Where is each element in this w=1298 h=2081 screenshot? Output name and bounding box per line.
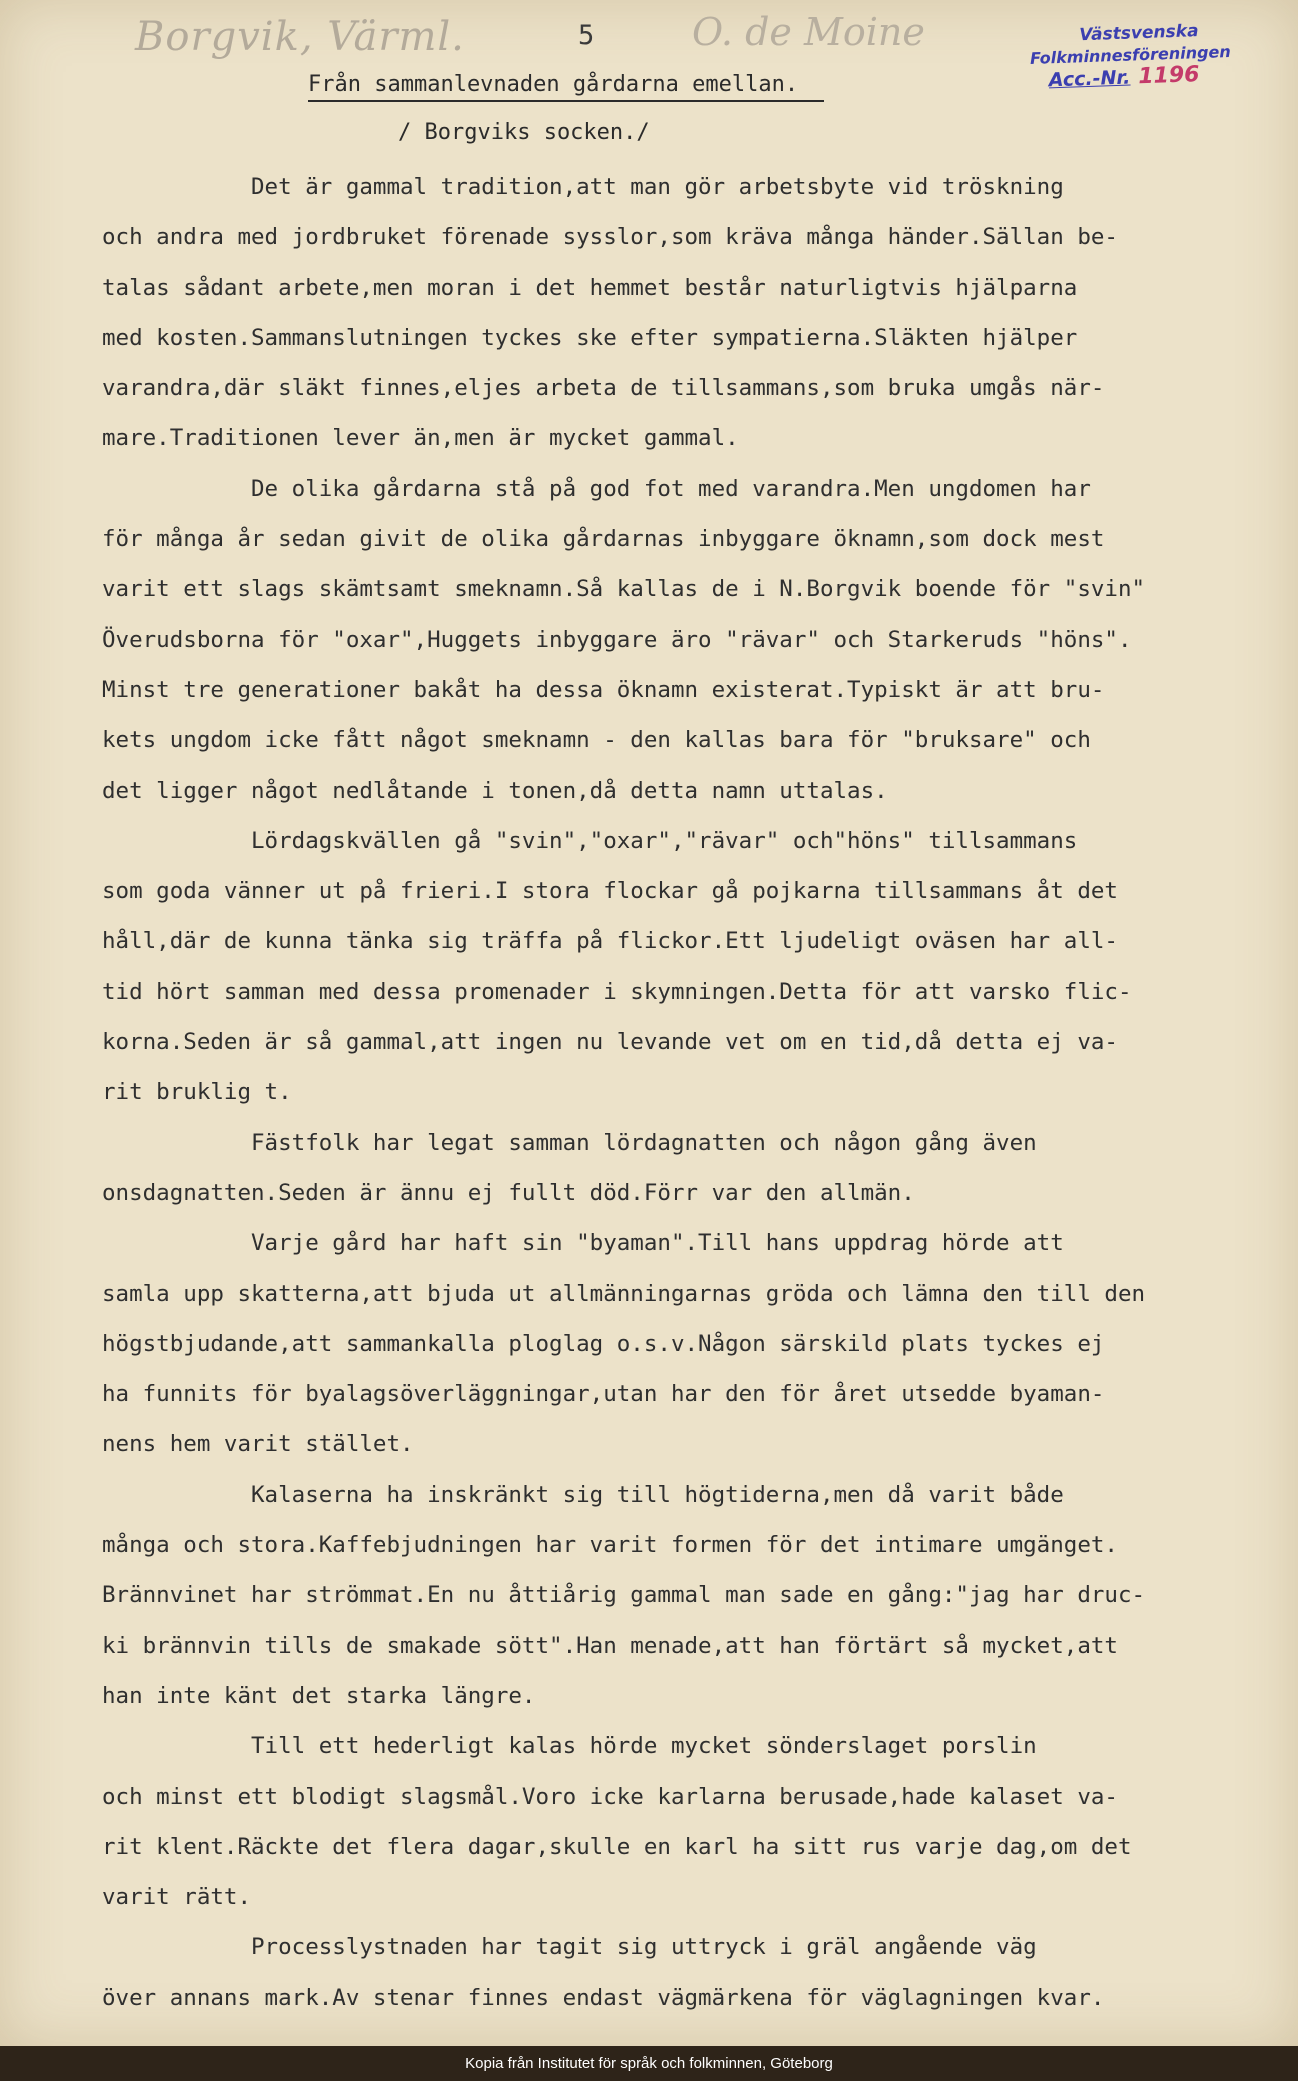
- text-line: det ligger något nedlåtande i tonen,då detta namn uttalas.: [102, 777, 888, 804]
- text-line: rit klent.Räckte det flera dagar,skulle en karl ha sitt rus varje dag,om det: [102, 1833, 1132, 1860]
- text-line: och andra med jordbruket förenade sysslor,som kräva många händer.Sällan be-: [102, 224, 1118, 251]
- text-line: som goda vänner ut på frieri.I stora flockar gå pojkarna tillsammans åt det: [102, 878, 1118, 905]
- text-line: varit ett slags skämtsamt smeknamn.Så kallas de i N.Borgvik boende för "svin": [102, 576, 1146, 603]
- text-line: över annans mark.Av stenar finnes endast vägmärkena för väglagningen kvar.: [102, 1984, 1105, 2011]
- text-line: Brännvinet har strömmat.En nu åttiårig gammal man sade en gång:"jag har druc-: [102, 1582, 1146, 1609]
- text-line: håll,där de kunna tänka sig träffa på flickor.Ett ljudeligt oväsen har all-: [102, 928, 1118, 955]
- stamp-line-2: Folkminnesföreningen: [1029, 42, 1232, 69]
- text-line: Kalaserna ha inskränkt sig till högtiderna,men då varit både: [102, 1481, 1064, 1508]
- text-line: talas sådant arbete,men moran i det hemmet består naturligtvis hjälparna: [102, 274, 1078, 301]
- text-line: varit rätt.: [102, 1884, 252, 1911]
- text-line: varandra,där släkt finnes,eljes arbeta de tillsammans,som bruka umgås när-: [102, 375, 1105, 402]
- text-line: med kosten.Sammanslutningen tyckes ske efter sympatierna.Släkten hjälper: [102, 324, 1078, 351]
- pencil-annotation-location: Borgvik, Värml.: [135, 14, 465, 60]
- text-line: ki brännvin tills de smakade sött".Han menade,att han förtärt så mycket,att: [102, 1632, 1118, 1659]
- text-line: Till ett hederligt kalas hörde mycket sönderslaget porslin: [102, 1733, 1037, 1760]
- page-number: 5: [578, 20, 595, 51]
- text-line: kets ungdom icke fått något smeknamn - den kallas bara för "bruksare" och: [102, 727, 1091, 754]
- document-title: Från sammanlevnaden gårdarna emellan.: [308, 72, 824, 102]
- text-line: för många år sedan givit de olika gårdarnas inbyggare öknamn,som dock mest: [102, 526, 1105, 553]
- text-line: samla upp skatterna,att bjuda ut allmänningarnas gröda och lämna den till den: [102, 1280, 1146, 1307]
- text-line: tid hört samman med dessa promenader i skymningen.Detta för att varsko flic-: [102, 978, 1132, 1005]
- footer-caption: Kopia från Institutet för språk och folkminnen, Göteborg: [0, 2046, 1298, 2081]
- text-line: Varje gård har haft sin "byaman".Till hans uppdrag hörde att: [102, 1230, 1064, 1257]
- text-line: Det är gammal tradition,att man gör arbetsbyte vid tröskning: [102, 174, 1064, 200]
- text-line: Minst tre generationer bakåt ha dessa öknamn existerat.Typiskt är att bru-: [102, 676, 1105, 703]
- stamp-acc-number: 1196: [1137, 62, 1200, 90]
- text-line: nens hem varit stället.: [102, 1431, 414, 1458]
- text-line: ha funnits för byalagsöverläggningar,utan har den för året utsedde byaman-: [102, 1381, 1105, 1408]
- text-line: De olika gårdarna stå på god fot med varandra.Men ungdomen har: [102, 475, 1091, 502]
- document-subtitle: / Borgviks socken./: [398, 120, 650, 145]
- text-line: Processlystnaden har tagit sig uttryck i gräl angående väg: [102, 1934, 1037, 1961]
- archive-stamp: [1029, 18, 1261, 92]
- text-line: onsdagnatten.Seden är ännu ej fullt död.Förr var den allmän.: [102, 1179, 915, 1206]
- text-line: Överudsborna för "oxar",Huggets inbyggare äro "rävar" och Starkeruds "höns".: [102, 626, 1132, 653]
- stamp-line-1: Västsvenska: [1078, 21, 1199, 46]
- pencil-annotation-name: O. de Moine: [692, 10, 925, 54]
- text-line: Lördagskvällen gå "svin","oxar","rävar" och"höns" tillsammans: [102, 827, 1078, 854]
- text-line: rit bruklig t.: [102, 1079, 292, 1106]
- text-line: högstbjudande,att sammankalla ploglag o.s.v.Någon särskild plats tyckes ej: [102, 1330, 1105, 1357]
- stamp-acc-label: Acc.-Nr.: [1048, 66, 1131, 92]
- document-body: [102, 162, 1242, 2023]
- text-line: många och stora.Kaffebjudningen har varit formen för det intimare umgänget.: [102, 1532, 1118, 1559]
- text-line: och minst ett blodigt slagsmål.Voro icke karlarna berusade,hade kalaset va-: [102, 1783, 1118, 1810]
- text-line: mare.Traditionen lever än,men är mycket gammal.: [102, 425, 739, 452]
- text-line: Fästfolk har legat samman lördagnatten och någon gång även: [102, 1129, 1037, 1156]
- text-line: korna.Seden är så gammal,att ingen nu levande vet om en tid,då detta ej va-: [102, 1029, 1118, 1056]
- text-line: han inte känt det starka längre.: [102, 1682, 536, 1709]
